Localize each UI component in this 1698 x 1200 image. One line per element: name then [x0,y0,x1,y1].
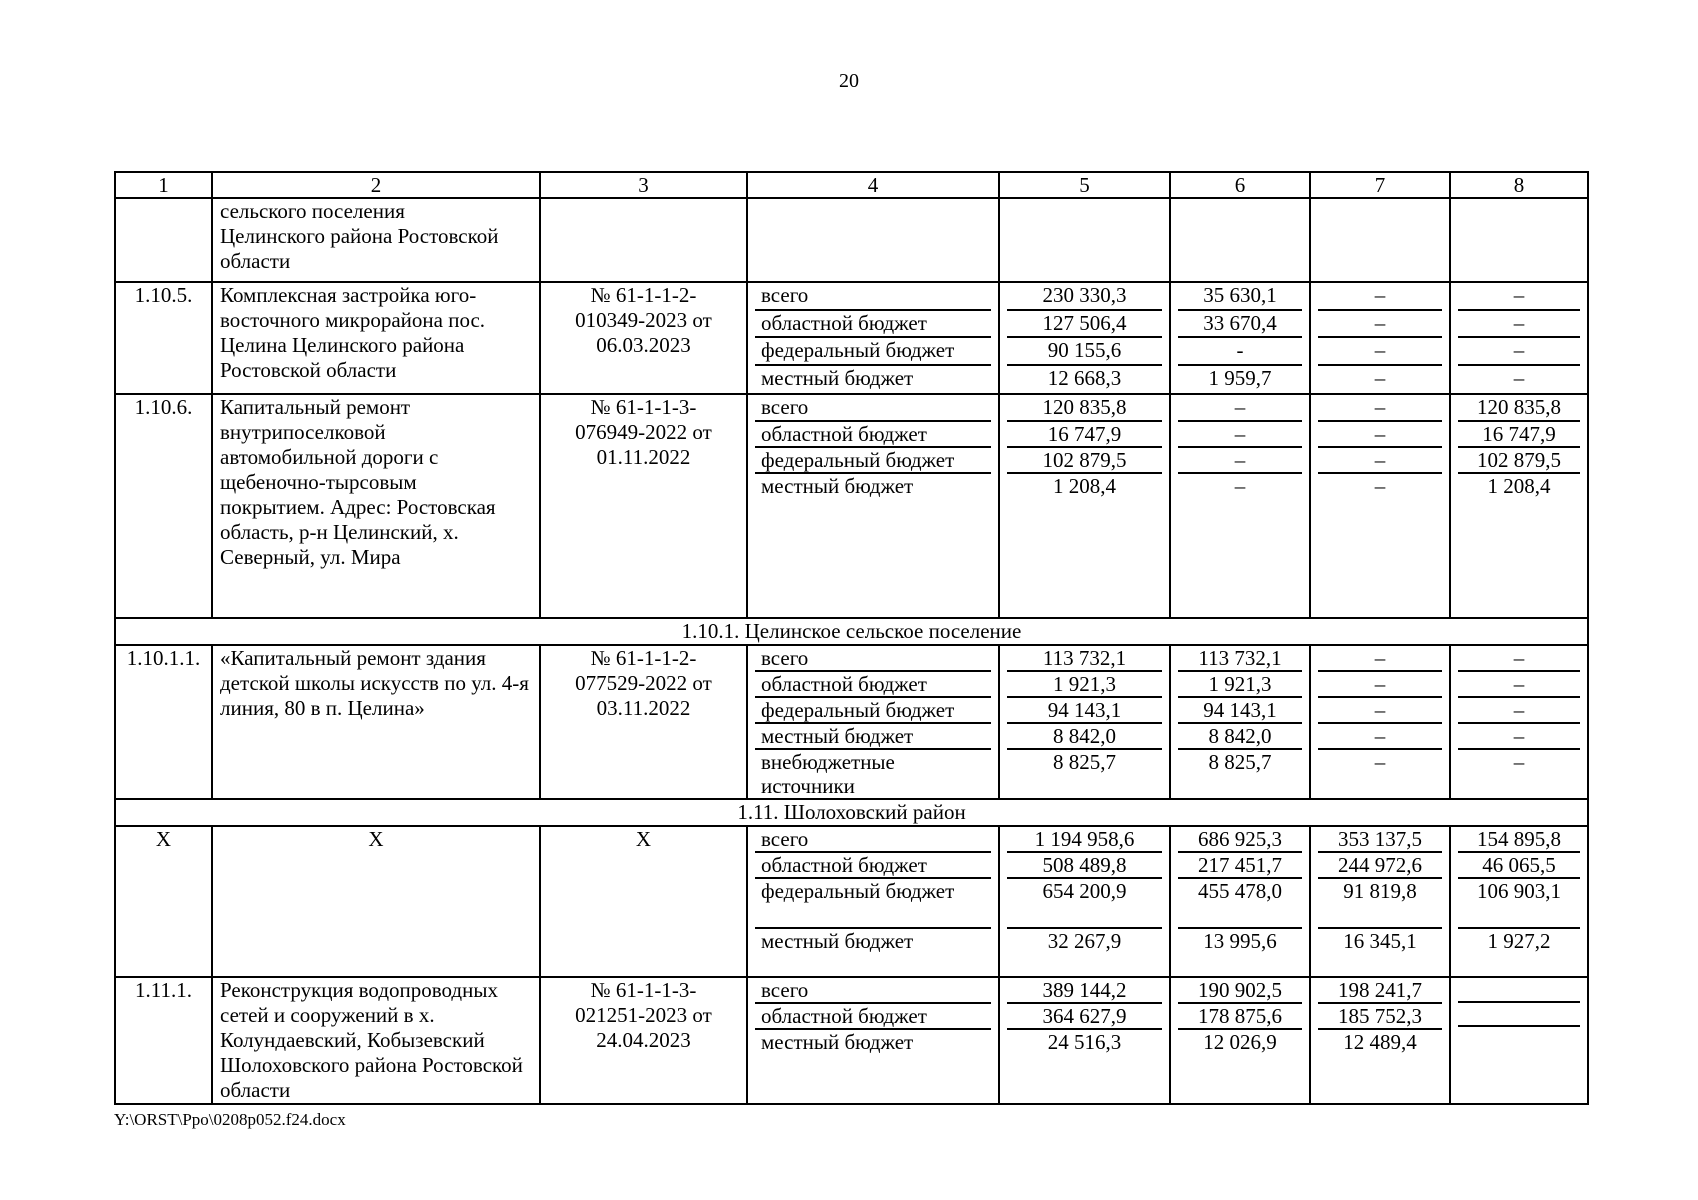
object-name: Капитальный ремонт внутрипоселковой автомобильной дороги с щебеночно-тырсовым покрытием. Адрес: Ростовская область, р-н Целинский, х. Северный, ул. Мира [212,394,540,618]
amount-cell: 12 489,4 [1318,1029,1442,1103]
section-row [115,618,1588,645]
object-name: «Капитальный ремонт здания детской школы искусств по ул. 4-я линия, 80 в п. Целина» [212,645,540,799]
amount-cell: 8 842,0 [1007,723,1162,749]
amount-cell: – [1458,310,1580,338]
amount-cell [1458,1026,1580,1103]
amount-cell: 455 478,0 [1178,878,1302,928]
amount-cell: 32 267,9 [1007,928,1162,976]
header-cell: 3 [540,172,747,198]
funding-source-label: всего [761,827,809,851]
row-number: 1.10.5. [115,282,212,394]
amount-cell: 127 506,4 [1007,310,1162,338]
document-number: X [540,826,747,977]
row-number: 1.10.6. [115,394,212,618]
funding-source-label: федеральный бюджет [755,447,991,473]
funding-source-label: областной бюджет [755,1003,991,1029]
amount-cell: 102 879,5 [1458,447,1580,473]
continuation-row [115,198,1588,282]
document-number: № 61-1-1-3-021251-2023 от 24.04.2023 [540,977,747,1104]
amount-cell [1458,1002,1580,1026]
amount-cell: – [1374,395,1386,419]
amount-cell: – [1374,283,1386,307]
amount-cell: 364 627,9 [1007,1003,1162,1029]
funding-source-label: местный бюджет [755,1029,991,1103]
amount-cell: 94 143,1 [1178,697,1302,723]
section-title: 1.11. Шолоховский район [115,799,1588,826]
amount-cell: 244 972,6 [1318,852,1442,878]
funding-source-label: всего [761,283,809,307]
file-path-footer: Y:\ORST\Ppo\0208p052.f24.docx [114,1110,346,1129]
amount-cell: 16 747,9 [1458,421,1580,447]
table-row [115,977,1588,1104]
amount-cell: – [1318,749,1442,798]
amount-cell: 1 921,3 [1178,671,1302,697]
funding-source-label: местный бюджет [755,473,991,617]
amount-cell: 24 516,3 [1007,1029,1162,1103]
funding-source-label: областной бюджет [755,671,991,697]
amount-cell: 1 194 958,6 [1034,827,1135,851]
amount-cell: – [1458,365,1580,393]
amount-cell: – [1318,310,1442,338]
funding-source-label: внебюджетные источники [755,749,991,798]
amount-cell: 94 143,1 [1007,697,1162,723]
amount-cell: – [1234,395,1246,419]
amount-cell: 102 879,5 [1007,447,1162,473]
object-name: сельского поселения Целинского района Ростовской области [212,198,540,282]
amount-cell: 91 819,8 [1318,878,1442,928]
amount-cell: 16 747,9 [1007,421,1162,447]
amount-cell: 389 144,2 [1042,978,1127,1002]
amount-cell: 654 200,9 [1007,878,1162,928]
amount-cell: – [1318,447,1442,473]
amount-cell: 8 825,7 [1178,749,1302,798]
funding-source-label: федеральный бюджет [755,697,991,723]
funding-source-label: областной бюджет [755,421,991,447]
amount-cell: 33 670,4 [1178,310,1302,338]
header-cell: 6 [1170,172,1310,198]
amount-cell: – [1458,671,1580,697]
section-row [115,799,1588,826]
amount-cell: 217 451,7 [1178,852,1302,878]
table-row [115,645,1588,799]
document-number: № 61-1-1-2-010349-2023 от 06.03.2023 [540,282,747,394]
funding-source-label: федеральный бюджет [755,337,991,365]
amount-cell: 190 902,5 [1198,978,1282,1002]
amount-cell: 230 330,3 [1042,283,1127,307]
header-row [115,172,1588,198]
amount-cell: – [1458,697,1580,723]
amount-cell: 8 842,0 [1178,723,1302,749]
amount-cell: 106 903,1 [1458,878,1580,928]
amount-cell: 46 065,5 [1458,852,1580,878]
funding-source-label: местный бюджет [755,723,991,749]
header-cell: 2 [212,172,540,198]
table-row [115,826,1588,977]
funding-source-label: всего [761,646,809,670]
amount-cell: – [1458,337,1580,365]
amount-cell: – [1318,723,1442,749]
amount-cell: – [1318,337,1442,365]
amount-cell: 1 927,2 [1458,928,1580,976]
row-number: 1.11.1. [115,977,212,1104]
amount-cell: 113 732,1 [1042,646,1127,670]
amount-cell: – [1318,671,1442,697]
amount-cell: 12 668,3 [1007,365,1162,393]
amount-cell: – [1318,365,1442,393]
amount-cell: – [1513,283,1525,307]
amount-cell [1458,978,1580,1002]
funding-source-label: федеральный бюджет [755,878,991,928]
amount-cell: 35 630,1 [1203,283,1277,307]
amount-cell: 686 925,3 [1198,827,1282,851]
row-number: X [115,826,212,977]
amount-cell: 178 875,6 [1178,1003,1302,1029]
amount-cell: 12 026,9 [1178,1029,1302,1103]
amount-cell: – [1458,723,1580,749]
header-cell: 5 [999,172,1170,198]
amount-cell: – [1178,421,1302,447]
object-name: Комплексная застройка юго-восточного микрорайона пос. Целина Целинского района Ростовской области [212,282,540,394]
section-title: 1.10.1. Целинское сельское поселение [115,618,1588,645]
page-number: 20 [839,70,859,92]
amount-cell: – [1513,646,1525,670]
object-name: Реконструкция водопроводных сетей и сооружений в х. Колундаевский, Кобызевский Шолоховского района Ростовской области [212,977,540,1104]
row-number: 1.10.1.1. [115,645,212,799]
amount-cell: 113 732,1 [1198,646,1282,670]
amount-cell: 90 155,6 [1007,337,1162,365]
funding-source-label: местный бюджет [755,928,991,976]
amount-cell: – [1318,473,1442,617]
amount-cell: – [1318,421,1442,447]
amount-cell: 13 995,6 [1178,928,1302,976]
amount-cell: – [1318,697,1442,723]
amount-cell: 1 921,3 [1007,671,1162,697]
amount-cell: 1 959,7 [1178,365,1302,393]
amount-cell: 198 241,7 [1338,978,1422,1002]
amount-cell: – [1178,473,1302,617]
amount-cell: 154 895,8 [1477,827,1561,851]
amount-cell: – [1458,749,1580,798]
header-cell: 4 [747,172,999,198]
document-number: № 61-1-1-3-076949-2022 от 01.11.2022 [540,394,747,618]
table-row [115,394,1588,618]
amount-cell: - [1178,337,1302,365]
table-row [115,282,1588,394]
funding-source-label: всего [761,395,809,419]
funding-source-label: областной бюджет [755,310,991,338]
amount-cell: 508 489,8 [1007,852,1162,878]
object-name: X [212,826,540,977]
header-cell: 1 [115,172,212,198]
header-cell: 7 [1310,172,1450,198]
amount-cell: 120 835,8 [1042,395,1127,419]
amount-cell: 1 208,4 [1007,473,1162,617]
funding-source-label: всего [761,978,809,1002]
amount-cell: – [1178,447,1302,473]
header-cell: 8 [1450,172,1588,198]
amount-cell: 8 825,7 [1007,749,1162,798]
document-number: № 61-1-1-2-077529-2022 от 03.11.2022 [540,645,747,799]
amount-cell: 185 752,3 [1318,1003,1442,1029]
funding-source-label: областной бюджет [755,852,991,878]
amount-cell: 353 137,5 [1338,827,1422,851]
budget-table [114,171,1589,1105]
amount-cell: 16 345,1 [1318,928,1442,976]
amount-cell: 1 208,4 [1458,473,1580,617]
amount-cell: – [1374,646,1386,670]
amount-cell: 120 835,8 [1477,395,1561,419]
funding-source-label: местный бюджет [755,365,991,393]
